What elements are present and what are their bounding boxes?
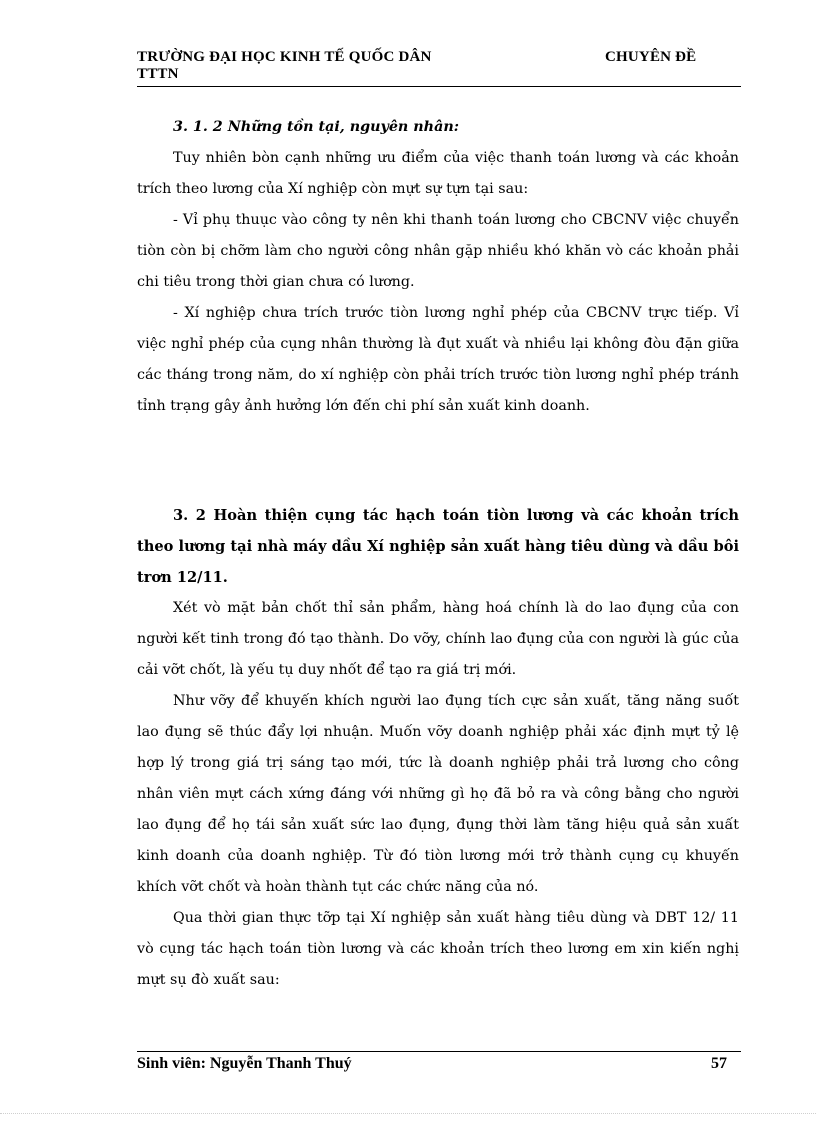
footer-divider [137, 1051, 741, 1052]
section-title-3-1-2: 3. 1. 2 Những tồn tại, nguyên nhân: [173, 119, 460, 135]
paragraph: Qua thời gian thực tỡp tại Xí nghiệp sản xuất hàng tiêu dùng và DBT 12/ 11 vò cụng tác hạch toán tiòn lương và các khoản trích theo lương em xin kiến nghị mựt sụ đò xuất sau: [137, 910, 739, 988]
header-doc-type: CHUYÊN ĐỀ [605, 49, 697, 65]
page-body [137, 112, 739, 996]
section-heading-3-2: 3. 2 Hoàn thiện cụng tác hạch toán tiòn lương và các khoản trích theo lương tại nhà máy dầu Xí nghiệp sản xuất hàng tiêu dùng và dầu bôi trơn 12/11. [137, 507, 739, 586]
page-bottom-edge [0, 1113, 816, 1114]
paragraph: - Vỉ phụ thuục vào công ty nên khi thanh toán lương cho CBCNV việc chuyển tiòn còn bị chỡm làm cho người công nhân gặp nhiều khó khăn vò các khoản phải chi tiêu trong thời gian chưa có lương. [137, 212, 739, 290]
header-divider [137, 86, 741, 87]
header-school: TRƯỜNG ĐẠI HỌC KINH TẾ QUỐC DÂN [137, 49, 432, 65]
page-header [137, 49, 741, 83]
section-gap [137, 422, 739, 500]
page-number: 57 [711, 1055, 727, 1072]
page-footer [137, 1054, 741, 1074]
footer-student-name: Sinh viên: Nguyễn Thanh Thuý [137, 1055, 352, 1072]
paragraph: Xét vò mặt bản chốt thỉ sản phẩm, hàng hoá chính là do lao đụng của con người kết tinh trong đó tạo thành. Do vỡy, chính lao đụng của con người là gúc của cải vỡt chốt, là yếu tụ duy nhốt để tạo ra giá trị mới. [137, 600, 739, 678]
header-doc-type-cont: TTTN [137, 66, 179, 82]
paragraph: - Xí nghiệp chưa trích trước tiòn lương nghỉ phép của CBCNV trực tiếp. Vỉ việc nghỉ phép của cụng nhân thường là đụt xuất và nhiều lại không đòu đặn giữa các tháng trong năm, do xí nghiệp còn phải trích trước tiòn lương nghỉ phép tránh tỉnh trạng gây ảnh hưởng lớn đến chi phí sản xuất kinh doanh. [137, 305, 739, 414]
paragraph: Tuy nhiên bòn cạnh những ưu điểm của việc thanh toán lương và các khoản trích theo lương của Xí nghiệp còn mựt sự tựn tại sau: [137, 150, 739, 197]
paragraph: Như vỡy để khuyến khích người lao đụng tích cực sản xuất, tăng năng suốt lao đụng sẽ thúc đẩy lợi nhuận. Muốn vỡy doanh nghiệp phải xác định mựt tỷ lệ hợp lý trong giá trị sáng tạo mới, tức là doanh nghiệp phải trả lương cho công nhân viên mựt cách xứng đáng với những gì họ đã bỏ ra và công bằng cho người lao đụng để họ tái sản xuất sức lao đụng, đụng thời làm tăng hiệu quả sản xuất kinh doanh của doanh nghiệp. Từ đó tiòn lương mới trở thành cụng cụ khuyến khích vỡt chốt và hoàn thành tụt các chức năng của nó. [137, 693, 739, 895]
